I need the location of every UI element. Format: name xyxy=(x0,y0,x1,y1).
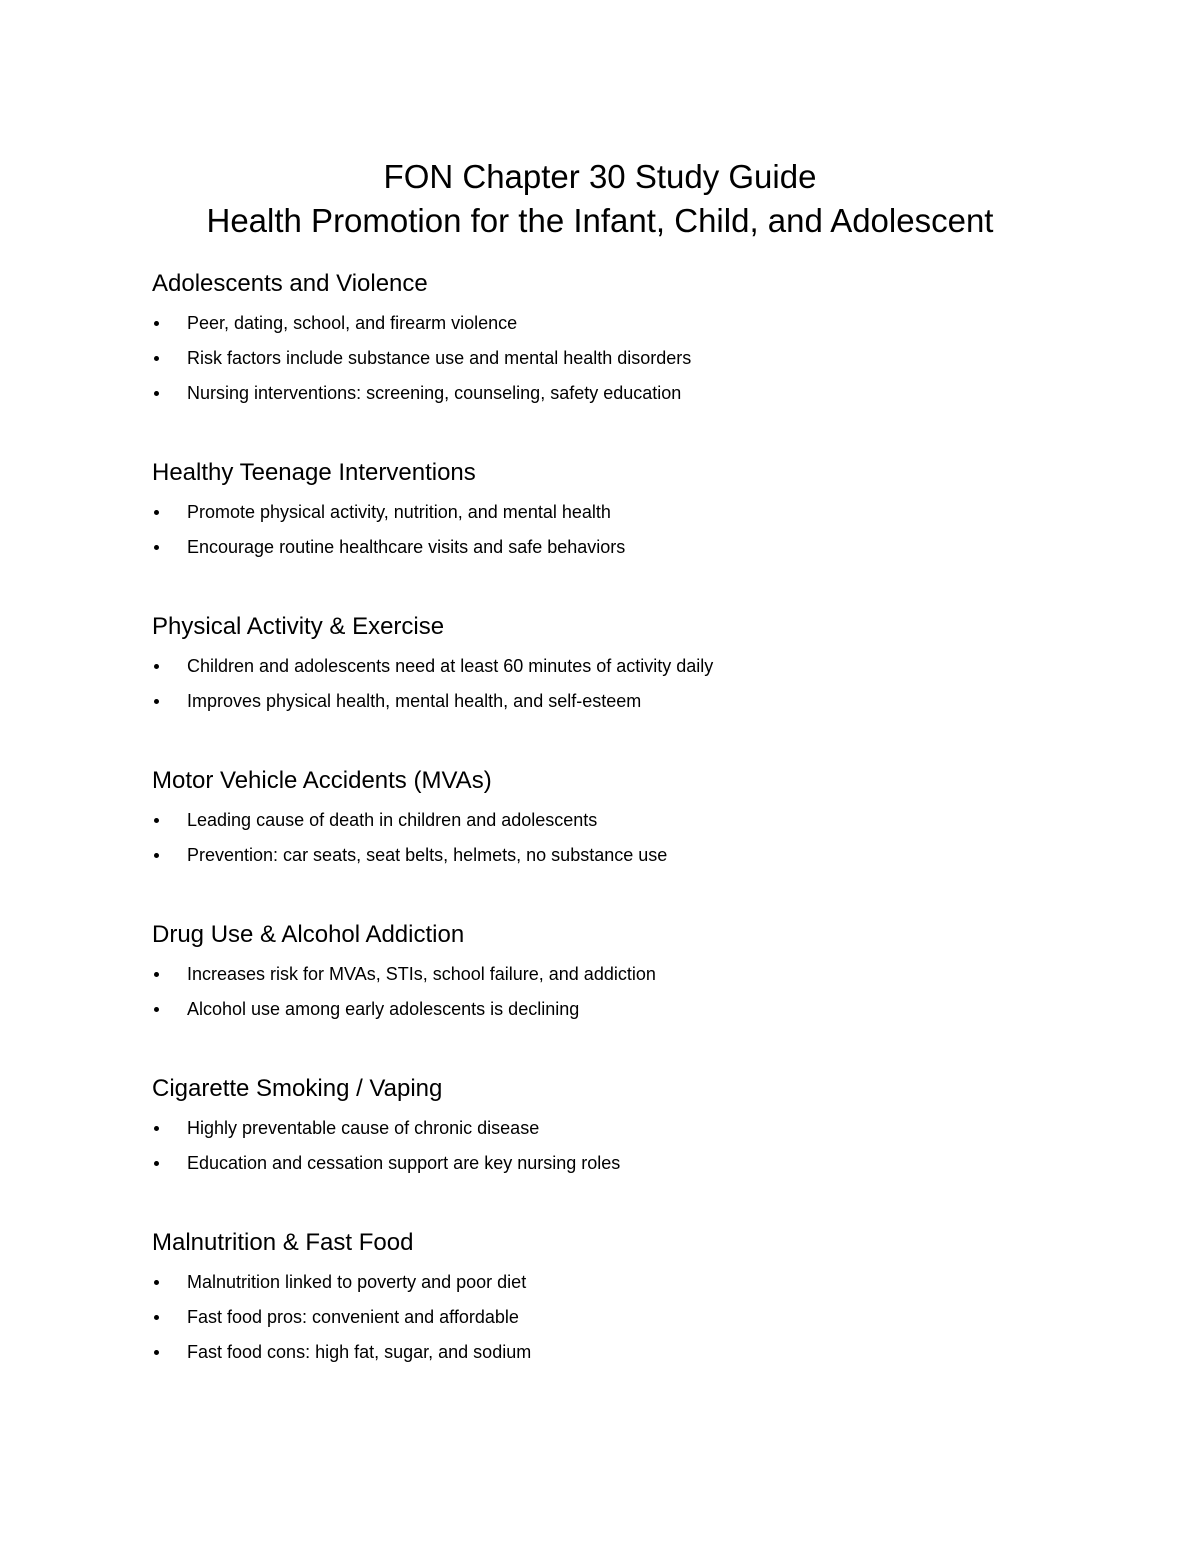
title-line-1: FON Chapter 30 Study Guide xyxy=(383,158,817,195)
section-physical-activity xyxy=(152,611,1132,719)
title-line-2: Health Promotion for the Infant, Child, and Adolescent xyxy=(206,202,994,239)
section-healthy-teenage-interventions xyxy=(152,457,1132,565)
list-item xyxy=(152,1146,1132,1181)
list-item xyxy=(152,376,1132,411)
bullet-icon xyxy=(154,1280,159,1285)
bullet-list xyxy=(152,1111,1132,1181)
section-heading: Healthy Teenage Interventions xyxy=(152,459,476,486)
list-item-text: Encourage routine healthcare visits and safe behaviors xyxy=(187,537,626,557)
list-item-text: Promote physical activity, nutrition, and mental health xyxy=(187,502,611,522)
list-item xyxy=(152,992,1132,1027)
list-item xyxy=(152,1335,1132,1370)
bullet-icon xyxy=(154,699,159,704)
list-item-text: Leading cause of death in children and adolescents xyxy=(187,810,598,830)
bullet-icon xyxy=(154,818,159,823)
bullet-list xyxy=(152,495,1132,565)
list-item xyxy=(152,1111,1132,1146)
list-item-text: Prevention: car seats, seat belts, helmets, no substance use xyxy=(187,845,668,865)
section-malnutrition-fast-food xyxy=(152,1227,1132,1370)
section-motor-vehicle-accidents xyxy=(152,765,1132,873)
section-heading: Motor Vehicle Accidents (MVAs) xyxy=(152,767,492,794)
list-item xyxy=(152,1300,1132,1335)
bullet-list xyxy=(152,306,1132,411)
section-adolescents-violence xyxy=(152,268,1132,411)
list-item xyxy=(152,1265,1132,1300)
bullet-icon xyxy=(154,972,159,977)
bullet-icon xyxy=(154,1315,159,1320)
bullet-list xyxy=(152,803,1132,873)
list-item xyxy=(152,530,1132,565)
list-item-text: Peer, dating, school, and firearm violence xyxy=(187,313,518,333)
bullet-icon xyxy=(154,1350,159,1355)
list-item-text: Increases risk for MVAs, STIs, school failure, and addiction xyxy=(187,964,656,984)
section-heading: Physical Activity & Exercise xyxy=(152,613,445,640)
list-item xyxy=(152,341,1132,376)
bullet-icon xyxy=(154,391,159,396)
bullet-icon xyxy=(154,356,159,361)
list-item-text: Malnutrition linked to poverty and poor diet xyxy=(187,1272,527,1292)
bullet-list xyxy=(152,957,1132,1027)
bullet-list xyxy=(152,1265,1132,1370)
list-item-text: Improves physical health, mental health, and self-esteem xyxy=(187,691,642,711)
list-item xyxy=(152,957,1132,992)
list-item-text: Nursing interventions: screening, counseling, safety education xyxy=(187,383,682,403)
list-item-text: Risk factors include substance use and mental health disorders xyxy=(187,348,692,368)
bullet-icon xyxy=(154,321,159,326)
list-item-text: Alcohol use among early adolescents is declining xyxy=(187,999,580,1019)
sections xyxy=(152,268,1132,1370)
bullet-icon xyxy=(154,853,159,858)
bullet-list xyxy=(152,649,1132,719)
section-heading: Adolescents and Violence xyxy=(152,270,428,297)
bullet-icon xyxy=(154,1007,159,1012)
list-item-text: Highly preventable cause of chronic disease xyxy=(187,1118,540,1138)
bullet-icon xyxy=(154,1126,159,1131)
list-item xyxy=(152,306,1132,341)
bullet-icon xyxy=(154,664,159,669)
list-item xyxy=(152,803,1132,838)
list-item xyxy=(152,649,1132,684)
section-drug-alcohol xyxy=(152,919,1132,1027)
list-item-text: Fast food cons: high fat, sugar, and sodium xyxy=(187,1342,532,1362)
list-item-text: Fast food pros: convenient and affordable xyxy=(187,1307,519,1327)
document-title xyxy=(0,155,1200,243)
bullet-icon xyxy=(154,1161,159,1166)
list-item-text: Education and cessation support are key nursing roles xyxy=(187,1153,621,1173)
list-item xyxy=(152,838,1132,873)
list-item xyxy=(152,684,1132,719)
bullet-icon xyxy=(154,510,159,515)
bullet-icon xyxy=(154,545,159,550)
section-heading: Drug Use & Alcohol Addiction xyxy=(152,921,465,948)
section-heading: Cigarette Smoking / Vaping xyxy=(152,1075,443,1102)
list-item xyxy=(152,495,1132,530)
section-heading: Malnutrition & Fast Food xyxy=(152,1229,414,1256)
section-smoking-vaping xyxy=(152,1073,1132,1181)
list-item-text: Children and adolescents need at least 60 minutes of activity daily xyxy=(187,656,714,676)
